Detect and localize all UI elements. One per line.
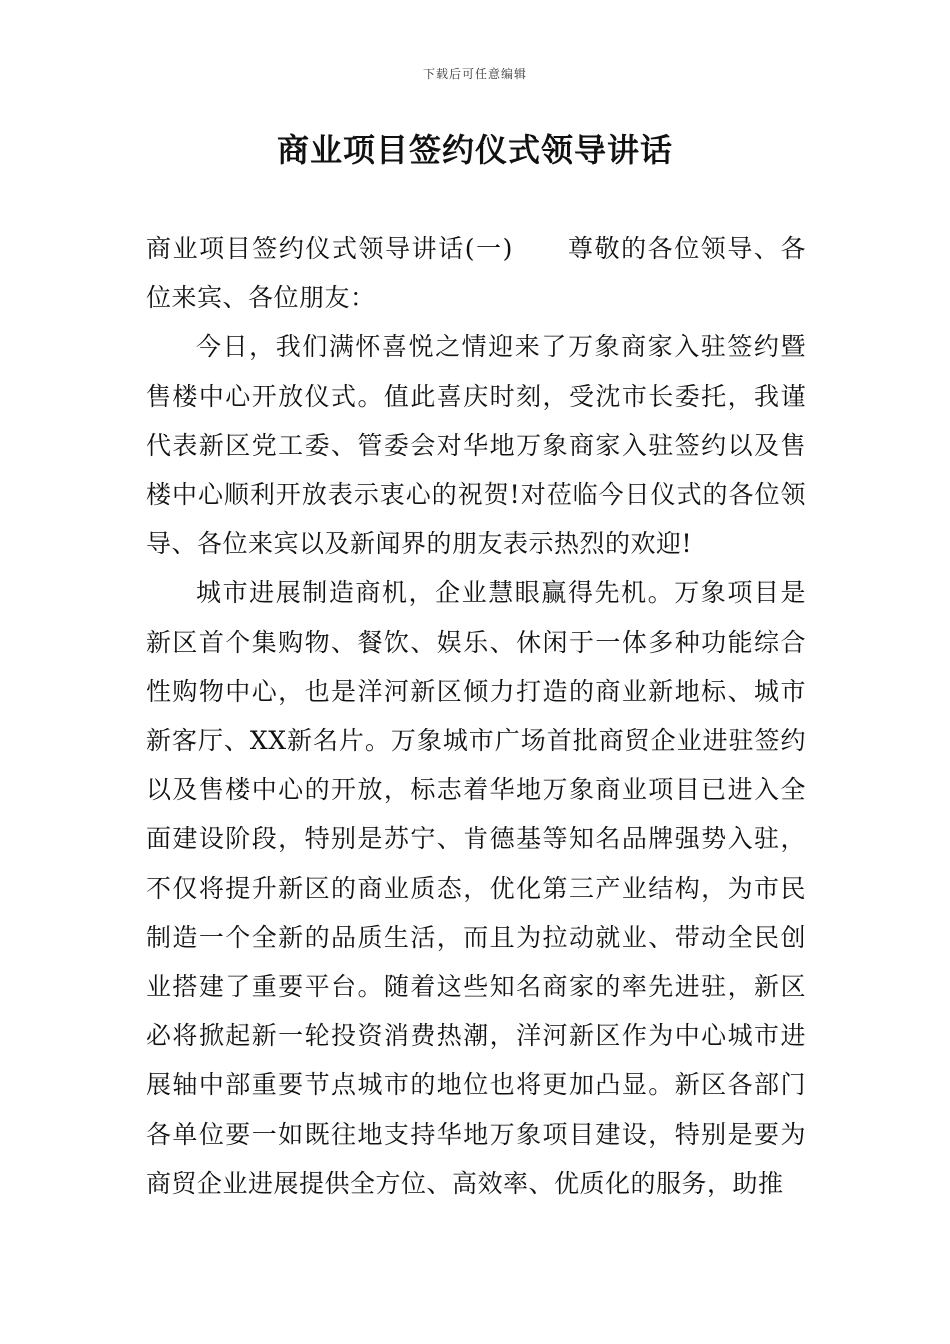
body-paragraph-2: 城市进展制造商机，企业慧眼赢得先机。万象项目是新区首个集购物、餐饮、娱乐、休闲于一体多种功能综合性购物中心，也是洋河新区倾力打造的商业新地标、城市新客厅、XX新名片。万象城市广场首批商贸企业进驻签约以及售楼中心的开放，标志着华地万象商业项目已进入全面建设阶段，特别是苏宁、肯德基等知名品牌强势入驻，不仅将提升新区的商业质态，优化第三产业结构，为市民制造一个全新的品质生活，而且为拉动就业、带动全民创业搭建了重要平台。随着这些知名商家的率先进驻，新区必将掀起新一轮投资消费热潮，洋河新区作为中心城市进展轴中部重要节点城市的地位也将更加凸显。新区各部门各单位要一如既往地支持华地万象项目建设，特别是要为商贸企业进展提供全方位、高效率、优质化的服务，助推 — [146, 578, 806, 1198]
header-note: 下载后可任意编辑 — [422, 67, 527, 81]
opening-paragraph — [146, 224, 806, 322]
body-paragraph-1: 今日，我们满怀喜悦之情迎来了万象商家入驻签约暨售楼中心开放仪式。值此喜庆时刻，受沈市长委托，我谨代表新区党工委、管委会对华地万象商家入驻签约以及售楼中心顺利开放表示衷心的祝贺!对莅临今日仪式的各位领导、各位来宾以及新闻界的朋友表示热烈的欢迎! — [146, 332, 806, 559]
document-title: 商业项目签约仪式领导讲话 — [276, 131, 673, 169]
document-body — [146, 224, 806, 1208]
salutation: 尊敬的各位领导、各位来宾、各位朋友： — [146, 234, 806, 313]
speech-subtitle: 商业项目签约仪式领导讲话(一) — [146, 234, 513, 263]
